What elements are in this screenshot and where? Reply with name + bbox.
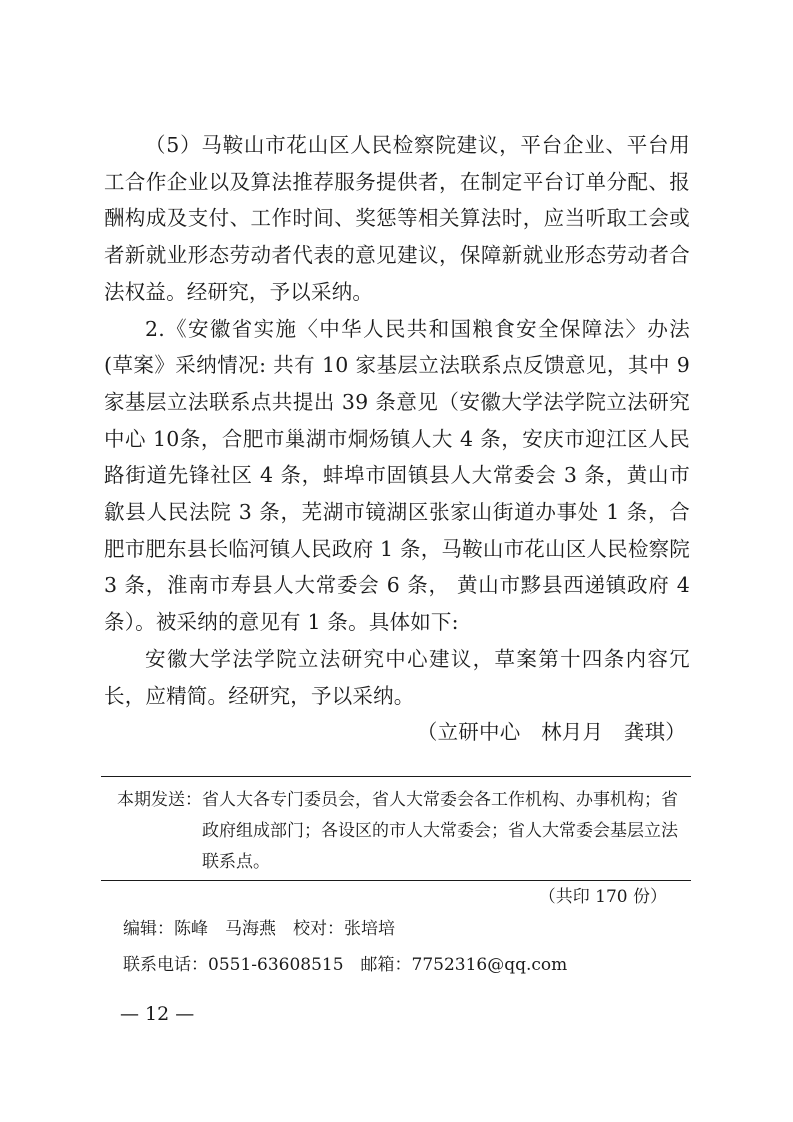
- contact-line: 联系电话：0551-63608515 邮箱：7752316@qq.com: [123, 955, 568, 975]
- divider-top: [101, 776, 691, 777]
- paragraph-grain-security-adoption: 2.《安徽省实施〈中华人民共和国粮食安全保障法〉办法 (草案》采纳情况: 共有 10 家基层立法联系点反馈意见，其中 9 家基层立法联系点共提出 39 条意见（安徽大学法学院立法研究中心 10条，合肥市巢湖市烔炀镇人大 4 条，安庆市迎江区人民路街道先锋社区 4 条，蚌埠市固镇县人大常委会 3 条，黄山市歙县人民法院 3 条，芜湖市镜湖区张家山街道办事处 1 条，合肥市肥东县长临河镇人民政府 1 条，马鞍山市花山区人民检察院 3 条，淮南市寿县人大常委会 6 条， 黄山市黟县西递镇政府 4 条）。被采纳的意见有 1 条。具体如下:: [104, 316, 690, 635]
- divider-bottom: [101, 880, 691, 881]
- distribution-recipients: 省人大各专门委员会，省人大常委会各工作机构、办事机构；省政府组成部门；各设区的市人大常委会；省人大常委会基层立法联系点。: [202, 790, 678, 872]
- paragraph-suggestion-5: （5）马鞍山市花山区人民检察院建议，平台企业、平台用工合作企业以及算法推荐服务提供者，在制定平台订单分配、报酬构成及支付、工作时间、奖惩等相关算法时，应当听取工会或者新就业形态劳动者代表的意见建议，保障新就业形态劳动者合法权益。经研究，予以采纳。: [104, 133, 690, 304]
- distribution-block: [117, 785, 683, 878]
- print-count: （共印 170 份）: [538, 887, 667, 907]
- distribution-label: 本期发送：: [117, 790, 202, 810]
- body-text: [104, 127, 690, 751]
- editors-line: 编辑：陈峰 马海燕 校对：张培培: [123, 919, 395, 939]
- paragraph-anhui-university-suggestion: 安徽大学法学院立法研究中心建议，草案第十四条内容冗长，应精简。经研究，予以采纳。: [104, 646, 690, 708]
- page-number: — 12 —: [120, 1003, 195, 1025]
- signature: （立研中心 林月月 龚琪）: [416, 720, 686, 745]
